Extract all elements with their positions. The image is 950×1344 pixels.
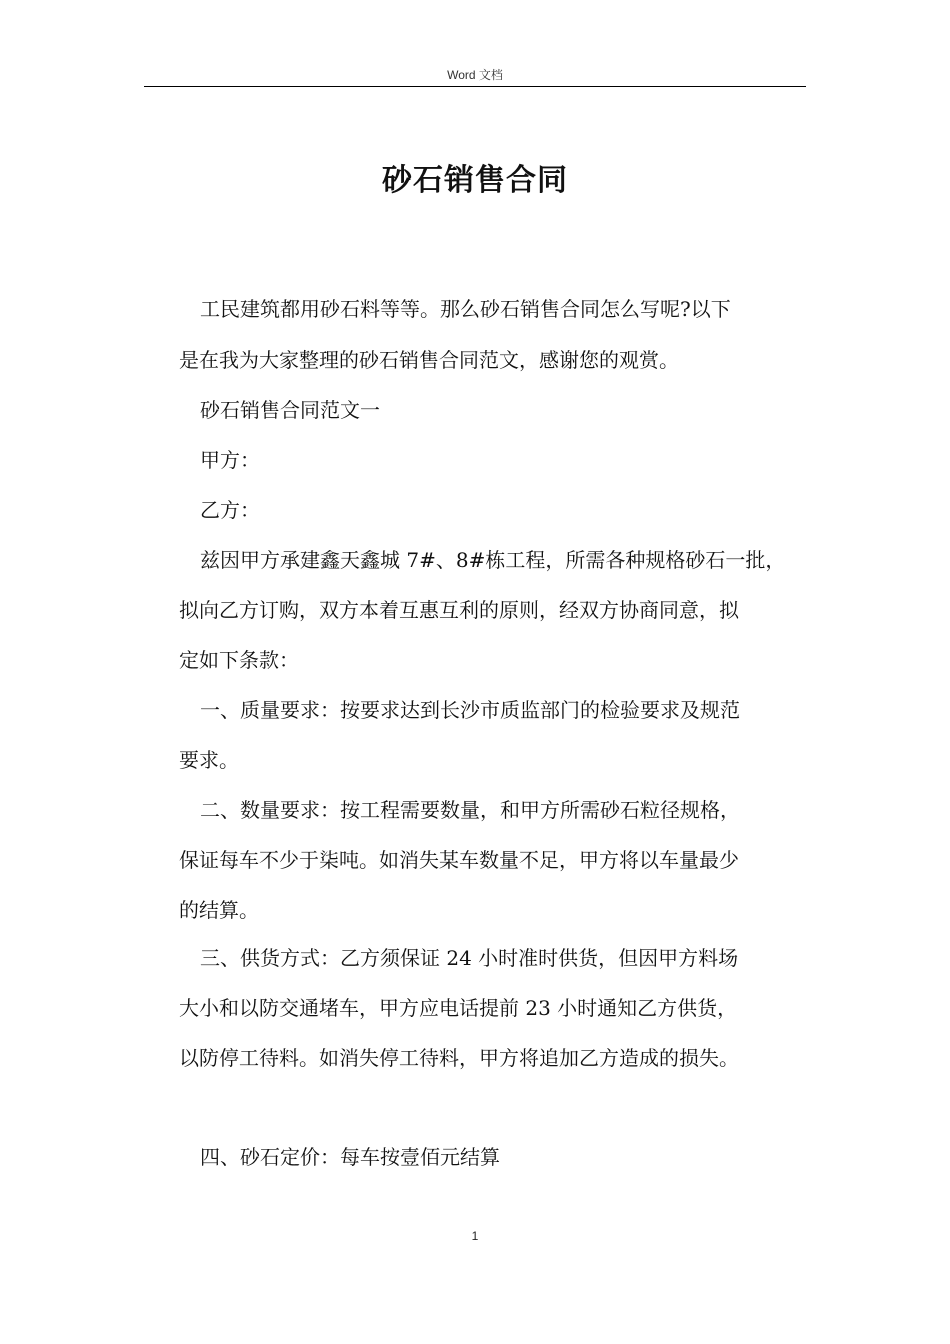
- header-rule: [144, 86, 806, 87]
- body-line: 工民建筑都用砂石料等等。那么砂石销售合同怎么写呢?以下: [200, 297, 731, 321]
- party-b-label: 乙方：: [200, 498, 260, 522]
- body-line: 是在我为大家整理的砂石销售合同范文，感谢您的观赏。: [179, 348, 679, 372]
- clause-line: 以防停工待料。如消失停工待料，甲方将追加乙方造成的损失。: [179, 1046, 739, 1070]
- clause-line: 的结算。: [179, 898, 259, 922]
- document-title: 砂石销售合同: [382, 163, 568, 198]
- party-a-label: 甲方：: [200, 448, 260, 472]
- page-header: Word 文档: [447, 68, 503, 82]
- section-heading: 砂石销售合同范文一: [200, 398, 380, 422]
- body-line: 定如下条款：: [179, 648, 299, 672]
- clause-line: 保证每车不少于柒吨。如消失某车数量不足，甲方将以车量最少: [179, 848, 739, 872]
- clause-line: 要求。: [179, 748, 239, 772]
- body-line: 兹因甲方承建鑫天鑫城 7#、8#栋工程，所需各种规格砂石一批，: [200, 548, 786, 572]
- clause-line: 二、数量要求：按工程需要数量，和甲方所需砂石粒径规格，: [200, 798, 740, 822]
- clause-line: 四、砂石定价：每车按壹佰元结算: [200, 1145, 500, 1169]
- clause-line: 三、供货方式：乙方须保证 24 小时准时供货，但因甲方料场: [200, 946, 739, 970]
- clause-line: 一、质量要求：按要求达到长沙市质监部门的检验要求及规范: [200, 698, 740, 722]
- body-line: 拟向乙方订购，双方本着互惠互利的原则，经双方协商同意，拟: [179, 598, 739, 622]
- clause-line: 大小和以防交通堵车，甲方应电话提前 23 小时通知乙方供货，: [179, 996, 738, 1020]
- page-number: 1: [471, 1229, 479, 1243]
